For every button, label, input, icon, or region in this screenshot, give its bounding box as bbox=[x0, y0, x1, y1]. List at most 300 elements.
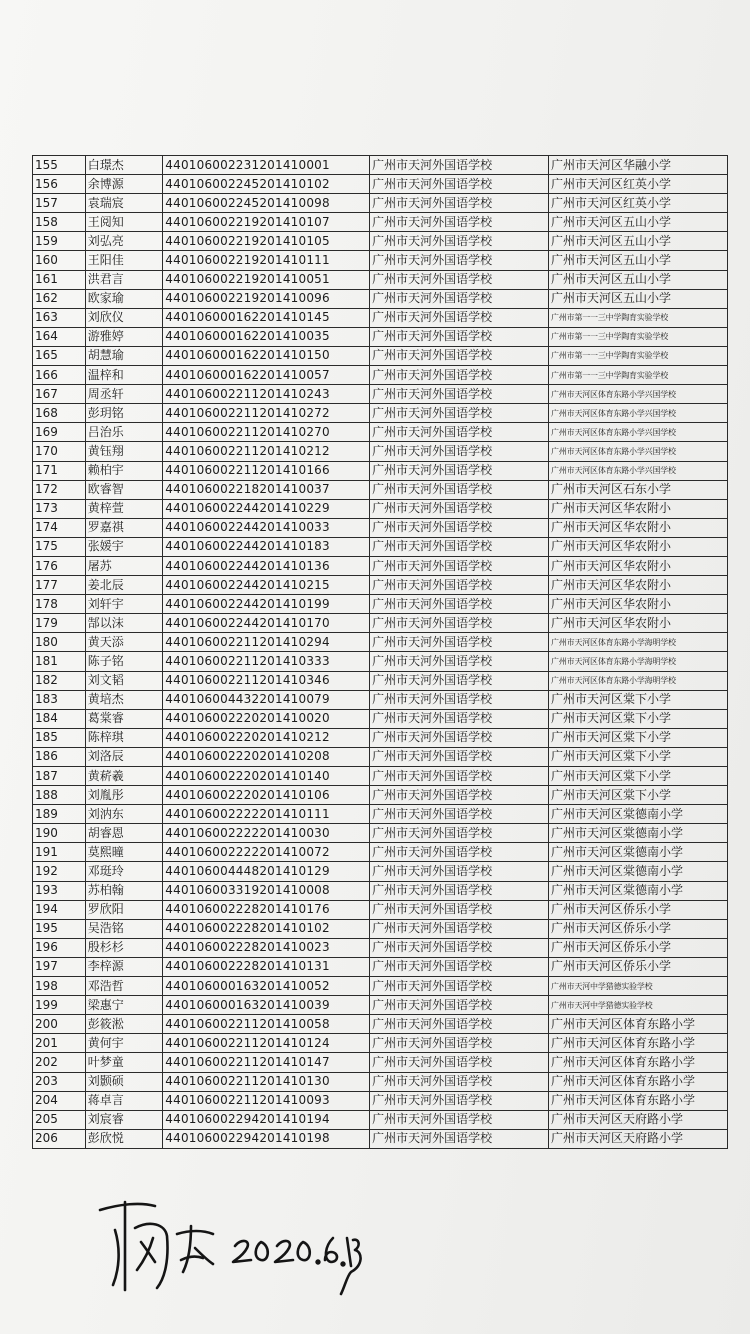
cell-primary: 广州市天河区体育东路小学兴国学校 bbox=[549, 404, 728, 423]
cell-school: 广州市天河外国语学校 bbox=[370, 270, 549, 289]
cell-name: 黄天添 bbox=[85, 633, 163, 652]
cell-primary: 广州市天河中学猎德实验学校 bbox=[549, 996, 728, 1015]
cell-no: 185 bbox=[33, 728, 86, 747]
table-row bbox=[33, 919, 728, 938]
table-row bbox=[33, 385, 728, 404]
cell-name: 刘汭东 bbox=[85, 805, 163, 824]
table-row bbox=[33, 977, 728, 996]
cell-school: 广州市天河外国语学校 bbox=[370, 232, 549, 251]
table-row bbox=[33, 213, 728, 232]
cell-school: 广州市天河外国语学校 bbox=[370, 595, 549, 614]
cell-primary: 广州市天河区体育东路小学海明学校 bbox=[549, 633, 728, 652]
cell-school: 广州市天河外国语学校 bbox=[370, 194, 549, 213]
table-row bbox=[33, 709, 728, 728]
cell-id: 440106000162201410145 bbox=[163, 308, 370, 327]
cell-no: 174 bbox=[33, 518, 86, 537]
cell-primary: 广州市天河区华农附小 bbox=[549, 576, 728, 595]
cell-no: 161 bbox=[33, 270, 86, 289]
cell-primary: 广州市天河区华农附小 bbox=[549, 556, 728, 575]
cell-primary: 广州市天河区体育东路小学海明学校 bbox=[549, 652, 728, 671]
table-row bbox=[33, 327, 728, 346]
cell-name: 刘欣仪 bbox=[85, 308, 163, 327]
cell-school: 广州市天河外国语学校 bbox=[370, 938, 549, 957]
cell-school: 广州市天河外国语学校 bbox=[370, 461, 549, 480]
cell-id: 440106002244201410183 bbox=[163, 537, 370, 556]
cell-id: 440106002211201410243 bbox=[163, 385, 370, 404]
table-row bbox=[33, 537, 728, 556]
table-row bbox=[33, 747, 728, 766]
cell-primary: 广州市天河区石东小学 bbox=[549, 480, 728, 499]
cell-no: 199 bbox=[33, 996, 86, 1015]
cell-id: 440106002228201410102 bbox=[163, 919, 370, 938]
cell-primary: 广州市天河区体育东路小学兴国学校 bbox=[549, 423, 728, 442]
cell-no: 180 bbox=[33, 633, 86, 652]
table-row bbox=[33, 175, 728, 194]
cell-primary: 广州市天河区华农附小 bbox=[549, 518, 728, 537]
cell-name: 周丞轩 bbox=[85, 385, 163, 404]
table-row bbox=[33, 824, 728, 843]
cell-school: 广州市天河外国语学校 bbox=[370, 1053, 549, 1072]
cell-no: 166 bbox=[33, 366, 86, 385]
cell-name: 陈梓琪 bbox=[85, 728, 163, 747]
cell-id: 440106002211201410333 bbox=[163, 652, 370, 671]
cell-id: 440106003319201410008 bbox=[163, 881, 370, 900]
cell-name: 罗嘉祺 bbox=[85, 518, 163, 537]
cell-name: 彭筱淞 bbox=[85, 1015, 163, 1034]
cell-primary: 广州市天河区侨乐小学 bbox=[549, 938, 728, 957]
cell-no: 181 bbox=[33, 652, 86, 671]
cell-school: 广州市天河外国语学校 bbox=[370, 824, 549, 843]
table-row bbox=[33, 404, 728, 423]
cell-school: 广州市天河外国语学校 bbox=[370, 499, 549, 518]
table-row bbox=[33, 480, 728, 499]
cell-no: 169 bbox=[33, 423, 86, 442]
cell-id: 440106002211201410093 bbox=[163, 1091, 370, 1110]
cell-school: 广州市天河外国语学校 bbox=[370, 289, 549, 308]
cell-school: 广州市天河外国语学校 bbox=[370, 213, 549, 232]
cell-name: 刘弘亮 bbox=[85, 232, 163, 251]
cell-primary: 广州市天河中学猎德实验学校 bbox=[549, 977, 728, 996]
table-row bbox=[33, 786, 728, 805]
table-row bbox=[33, 308, 728, 327]
cell-school: 广州市天河外国语学校 bbox=[370, 156, 549, 175]
cell-id: 440106002228201410131 bbox=[163, 957, 370, 976]
table-row bbox=[33, 518, 728, 537]
cell-school: 广州市天河外国语学校 bbox=[370, 366, 549, 385]
cell-school: 广州市天河外国语学校 bbox=[370, 671, 549, 690]
cell-primary: 广州市天河区棠下小学 bbox=[549, 690, 728, 709]
cell-name: 王阳佳 bbox=[85, 251, 163, 270]
table-row bbox=[33, 576, 728, 595]
cell-school: 广州市天河外国语学校 bbox=[370, 308, 549, 327]
cell-no: 196 bbox=[33, 938, 86, 957]
cell-no: 193 bbox=[33, 881, 86, 900]
cell-school: 广州市天河外国语学校 bbox=[370, 881, 549, 900]
cell-no: 206 bbox=[33, 1129, 86, 1148]
cell-no: 171 bbox=[33, 461, 86, 480]
cell-id: 440106002219201410105 bbox=[163, 232, 370, 251]
cell-id: 440106000163201410039 bbox=[163, 996, 370, 1015]
cell-school: 广州市天河外国语学校 bbox=[370, 977, 549, 996]
cell-name: 袁瑞宸 bbox=[85, 194, 163, 213]
cell-id: 440106002231201410001 bbox=[163, 156, 370, 175]
table-row bbox=[33, 156, 728, 175]
cell-id: 440106002244201410199 bbox=[163, 595, 370, 614]
cell-no: 175 bbox=[33, 537, 86, 556]
table-row bbox=[33, 614, 728, 633]
table-row bbox=[33, 900, 728, 919]
cell-primary: 广州市第一一三中学陶育实验学校 bbox=[549, 308, 728, 327]
cell-school: 广州市天河外国语学校 bbox=[370, 652, 549, 671]
cell-school: 广州市天河外国语学校 bbox=[370, 709, 549, 728]
table-row bbox=[33, 251, 728, 270]
cell-id: 440106002211201410212 bbox=[163, 442, 370, 461]
cell-school: 广州市天河外国语学校 bbox=[370, 900, 549, 919]
cell-id: 440106002211201410147 bbox=[163, 1053, 370, 1072]
cell-id: 440106002228201410023 bbox=[163, 938, 370, 957]
cell-primary: 广州市天河区五山小学 bbox=[549, 232, 728, 251]
table-row bbox=[33, 996, 728, 1015]
cell-id: 440106002220201410140 bbox=[163, 767, 370, 786]
cell-primary: 广州市天河区红英小学 bbox=[549, 175, 728, 194]
cell-primary: 广州市天河区体育东路小学兴国学校 bbox=[549, 385, 728, 404]
cell-name: 吕治乐 bbox=[85, 423, 163, 442]
cell-id: 440106002211201410294 bbox=[163, 633, 370, 652]
cell-id: 440106002219201410096 bbox=[163, 289, 370, 308]
cell-no: 172 bbox=[33, 480, 86, 499]
cell-name: 邓珽玲 bbox=[85, 862, 163, 881]
cell-primary: 广州市天河区华融小学 bbox=[549, 156, 728, 175]
cell-no: 173 bbox=[33, 499, 86, 518]
cell-name: 温梓和 bbox=[85, 366, 163, 385]
cell-school: 广州市天河外国语学校 bbox=[370, 1110, 549, 1129]
cell-name: 胡睿恩 bbox=[85, 824, 163, 843]
cell-id: 440106002245201410102 bbox=[163, 175, 370, 194]
table-row bbox=[33, 270, 728, 289]
cell-id: 440106002211201410272 bbox=[163, 404, 370, 423]
cell-no: 182 bbox=[33, 671, 86, 690]
cell-no: 179 bbox=[33, 614, 86, 633]
cell-name: 欧家瑜 bbox=[85, 289, 163, 308]
cell-name: 黄菥羲 bbox=[85, 767, 163, 786]
cell-name: 郜以沫 bbox=[85, 614, 163, 633]
cell-primary: 广州市天河区棠下小学 bbox=[549, 747, 728, 766]
cell-name: 殷杉杉 bbox=[85, 938, 163, 957]
table-row bbox=[33, 805, 728, 824]
cell-name: 姜北辰 bbox=[85, 576, 163, 595]
cell-primary: 广州市天河区体育东路小学 bbox=[549, 1091, 728, 1110]
cell-primary: 广州市天河区红英小学 bbox=[549, 194, 728, 213]
cell-id: 440106002211201410270 bbox=[163, 423, 370, 442]
cell-name: 彭欣悦 bbox=[85, 1129, 163, 1148]
cell-name: 王阅知 bbox=[85, 213, 163, 232]
cell-name: 黄何宇 bbox=[85, 1034, 163, 1053]
cell-primary: 广州市天河区棠德南小学 bbox=[549, 881, 728, 900]
table-row bbox=[33, 690, 728, 709]
table-row bbox=[33, 595, 728, 614]
roster-body bbox=[33, 156, 728, 1149]
cell-primary: 广州市天河区体育东路小学兴国学校 bbox=[549, 461, 728, 480]
cell-name: 屠苏 bbox=[85, 556, 163, 575]
cell-primary: 广州市天河区棠下小学 bbox=[549, 728, 728, 747]
cell-name: 李梓源 bbox=[85, 957, 163, 976]
cell-name: 苏柏翰 bbox=[85, 881, 163, 900]
cell-no: 197 bbox=[33, 957, 86, 976]
cell-name: 黄培杰 bbox=[85, 690, 163, 709]
cell-no: 198 bbox=[33, 977, 86, 996]
cell-no: 155 bbox=[33, 156, 86, 175]
cell-school: 广州市天河外国语学校 bbox=[370, 518, 549, 537]
table-row bbox=[33, 957, 728, 976]
cell-school: 广州市天河外国语学校 bbox=[370, 1034, 549, 1053]
cell-primary: 广州市天河区棠德南小学 bbox=[549, 862, 728, 881]
cell-primary: 广州市天河区华农附小 bbox=[549, 614, 728, 633]
cell-primary: 广州市天河区体育东路小学 bbox=[549, 1015, 728, 1034]
cell-no: 189 bbox=[33, 805, 86, 824]
cell-school: 广州市天河外国语学校 bbox=[370, 862, 549, 881]
cell-id: 440106000163201410052 bbox=[163, 977, 370, 996]
cell-school: 广州市天河外国语学校 bbox=[370, 404, 549, 423]
cell-primary: 广州市天河区侨乐小学 bbox=[549, 919, 728, 938]
cell-primary: 广州市天河区体育东路小学海明学校 bbox=[549, 671, 728, 690]
table-row bbox=[33, 1110, 728, 1129]
cell-id: 440106002220201410106 bbox=[163, 786, 370, 805]
table-row bbox=[33, 423, 728, 442]
cell-id: 440106002294201410194 bbox=[163, 1110, 370, 1129]
cell-name: 张媛宇 bbox=[85, 537, 163, 556]
cell-school: 广州市天河外国语学校 bbox=[370, 423, 549, 442]
cell-id: 440106002245201410098 bbox=[163, 194, 370, 213]
cell-primary: 广州市天河区棠下小学 bbox=[549, 709, 728, 728]
cell-primary: 广州市天河区五山小学 bbox=[549, 213, 728, 232]
cell-id: 440106002211201410166 bbox=[163, 461, 370, 480]
table-row bbox=[33, 194, 728, 213]
cell-school: 广州市天河外国语学校 bbox=[370, 327, 549, 346]
cell-name: 黄梓萱 bbox=[85, 499, 163, 518]
table-row bbox=[33, 232, 728, 251]
cell-no: 187 bbox=[33, 767, 86, 786]
cell-no: 202 bbox=[33, 1053, 86, 1072]
cell-primary: 广州市天河区体育东路小学 bbox=[549, 1072, 728, 1091]
cell-school: 广州市天河外国语学校 bbox=[370, 633, 549, 652]
cell-name: 黄钰翔 bbox=[85, 442, 163, 461]
table-row bbox=[33, 1015, 728, 1034]
cell-school: 广州市天河外国语学校 bbox=[370, 576, 549, 595]
cell-name: 欧睿智 bbox=[85, 480, 163, 499]
cell-name: 赖柏宇 bbox=[85, 461, 163, 480]
cell-primary: 广州市天河区体育东路小学 bbox=[549, 1034, 728, 1053]
cell-school: 广州市天河外国语学校 bbox=[370, 1072, 549, 1091]
cell-primary: 广州市天河区华农附小 bbox=[549, 595, 728, 614]
cell-id: 440106002211201410130 bbox=[163, 1072, 370, 1091]
cell-id: 440106002219201410107 bbox=[163, 213, 370, 232]
cell-id: 440106002220201410020 bbox=[163, 709, 370, 728]
cell-no: 164 bbox=[33, 327, 86, 346]
cell-no: 159 bbox=[33, 232, 86, 251]
table-row bbox=[33, 881, 728, 900]
cell-id: 440106002218201410037 bbox=[163, 480, 370, 499]
table-row bbox=[33, 366, 728, 385]
cell-school: 广州市天河外国语学校 bbox=[370, 747, 549, 766]
table-row bbox=[33, 1072, 728, 1091]
cell-school: 广州市天河外国语学校 bbox=[370, 957, 549, 976]
table-row bbox=[33, 671, 728, 690]
table-row bbox=[33, 843, 728, 862]
cell-primary: 广州市天河区华农附小 bbox=[549, 537, 728, 556]
cell-no: 158 bbox=[33, 213, 86, 232]
cell-id: 440106002211201410346 bbox=[163, 671, 370, 690]
cell-id: 440106002222201410072 bbox=[163, 843, 370, 862]
cell-no: 184 bbox=[33, 709, 86, 728]
cell-id: 440106002244201410033 bbox=[163, 518, 370, 537]
cell-primary: 广州市天河区侨乐小学 bbox=[549, 900, 728, 919]
cell-school: 广州市天河外国语学校 bbox=[370, 537, 549, 556]
cell-no: 168 bbox=[33, 404, 86, 423]
cell-primary: 广州市天河区棠下小学 bbox=[549, 786, 728, 805]
cell-name: 邓浩哲 bbox=[85, 977, 163, 996]
cell-school: 广州市天河外国语学校 bbox=[370, 805, 549, 824]
cell-name: 余博源 bbox=[85, 175, 163, 194]
cell-name: 刘宸睿 bbox=[85, 1110, 163, 1129]
cell-name: 刘轩宇 bbox=[85, 595, 163, 614]
table-row bbox=[33, 499, 728, 518]
table-row bbox=[33, 767, 728, 786]
cell-school: 广州市天河外国语学校 bbox=[370, 614, 549, 633]
cell-primary: 广州市天河区天府路小学 bbox=[549, 1129, 728, 1148]
cell-name: 葛棠睿 bbox=[85, 709, 163, 728]
cell-school: 广州市天河外国语学校 bbox=[370, 996, 549, 1015]
cell-no: 177 bbox=[33, 576, 86, 595]
table-row bbox=[33, 1091, 728, 1110]
table-row bbox=[33, 289, 728, 308]
cell-primary: 广州市天河区体育东路小学 bbox=[549, 1053, 728, 1072]
cell-school: 广州市天河外国语学校 bbox=[370, 251, 549, 270]
cell-school: 广州市天河外国语学校 bbox=[370, 385, 549, 404]
table-row bbox=[33, 442, 728, 461]
table-row bbox=[33, 1034, 728, 1053]
table-row bbox=[33, 1129, 728, 1148]
cell-primary: 广州市天河区棠德南小学 bbox=[549, 824, 728, 843]
table-row bbox=[33, 728, 728, 747]
cell-school: 广州市天河外国语学校 bbox=[370, 1091, 549, 1110]
cell-name: 陈子铭 bbox=[85, 652, 163, 671]
cell-name: 梁惠宁 bbox=[85, 996, 163, 1015]
cell-no: 191 bbox=[33, 843, 86, 862]
cell-primary: 广州市天河区棠德南小学 bbox=[549, 843, 728, 862]
table-row bbox=[33, 346, 728, 365]
cell-no: 165 bbox=[33, 346, 86, 365]
cell-id: 440106002244201410136 bbox=[163, 556, 370, 575]
cell-id: 440106002219201410111 bbox=[163, 251, 370, 270]
cell-name: 莫熙曈 bbox=[85, 843, 163, 862]
cell-no: 201 bbox=[33, 1034, 86, 1053]
cell-name: 刘洛辰 bbox=[85, 747, 163, 766]
cell-primary: 广州市天河区五山小学 bbox=[549, 270, 728, 289]
cell-name: 胡慧瑜 bbox=[85, 346, 163, 365]
cell-primary: 广州市第一一三中学陶育实验学校 bbox=[549, 366, 728, 385]
cell-no: 162 bbox=[33, 289, 86, 308]
cell-name: 罗欣阳 bbox=[85, 900, 163, 919]
cell-primary: 广州市天河区棠下小学 bbox=[549, 767, 728, 786]
cell-school: 广州市天河外国语学校 bbox=[370, 843, 549, 862]
cell-name: 刘颢硕 bbox=[85, 1072, 163, 1091]
cell-name: 吴浩铭 bbox=[85, 919, 163, 938]
cell-no: 186 bbox=[33, 747, 86, 766]
cell-no: 167 bbox=[33, 385, 86, 404]
cell-school: 广州市天河外国语学校 bbox=[370, 767, 549, 786]
table-row bbox=[33, 652, 728, 671]
cell-primary: 广州市天河区侨乐小学 bbox=[549, 957, 728, 976]
cell-no: 176 bbox=[33, 556, 86, 575]
cell-name: 洪君言 bbox=[85, 270, 163, 289]
cell-name: 白璟杰 bbox=[85, 156, 163, 175]
table-row bbox=[33, 556, 728, 575]
cell-name: 刘胤彤 bbox=[85, 786, 163, 805]
cell-no: 190 bbox=[33, 824, 86, 843]
table-row bbox=[33, 461, 728, 480]
cell-no: 195 bbox=[33, 919, 86, 938]
cell-name: 彭玥铭 bbox=[85, 404, 163, 423]
cell-id: 440106002220201410208 bbox=[163, 747, 370, 766]
cell-no: 192 bbox=[33, 862, 86, 881]
cell-primary: 广州市天河区华农附小 bbox=[549, 499, 728, 518]
cell-no: 163 bbox=[33, 308, 86, 327]
cell-id: 440106002244201410229 bbox=[163, 499, 370, 518]
cell-primary: 广州市第一一三中学陶育实验学校 bbox=[549, 327, 728, 346]
cell-school: 广州市天河外国语学校 bbox=[370, 690, 549, 709]
cell-no: 205 bbox=[33, 1110, 86, 1129]
cell-no: 194 bbox=[33, 900, 86, 919]
cell-school: 广州市天河外国语学校 bbox=[370, 346, 549, 365]
cell-id: 440106002294201410198 bbox=[163, 1129, 370, 1148]
cell-no: 157 bbox=[33, 194, 86, 213]
table-row bbox=[33, 633, 728, 652]
cell-school: 广州市天河外国语学校 bbox=[370, 175, 549, 194]
student-roster-table bbox=[32, 155, 728, 1149]
cell-id: 440106002220201410212 bbox=[163, 728, 370, 747]
cell-id: 440106004448201410129 bbox=[163, 862, 370, 881]
cell-primary: 广州市第一一三中学陶育实验学校 bbox=[549, 346, 728, 365]
cell-school: 广州市天河外国语学校 bbox=[370, 728, 549, 747]
cell-primary: 广州市天河区棠德南小学 bbox=[549, 805, 728, 824]
cell-name: 蒋卓言 bbox=[85, 1091, 163, 1110]
cell-id: 440106002244201410170 bbox=[163, 614, 370, 633]
cell-id: 440106002211201410124 bbox=[163, 1034, 370, 1053]
cell-id: 440106002244201410215 bbox=[163, 576, 370, 595]
cell-id: 440106002228201410176 bbox=[163, 900, 370, 919]
cell-id: 440106004432201410079 bbox=[163, 690, 370, 709]
cell-school: 广州市天河外国语学校 bbox=[370, 442, 549, 461]
cell-no: 203 bbox=[33, 1072, 86, 1091]
cell-no: 178 bbox=[33, 595, 86, 614]
cell-primary: 广州市天河区五山小学 bbox=[549, 289, 728, 308]
cell-id: 440106000162201410150 bbox=[163, 346, 370, 365]
cell-no: 156 bbox=[33, 175, 86, 194]
cell-primary: 广州市天河区天府路小学 bbox=[549, 1110, 728, 1129]
cell-no: 204 bbox=[33, 1091, 86, 1110]
cell-primary: 广州市天河区五山小学 bbox=[549, 251, 728, 270]
cell-school: 广州市天河外国语学校 bbox=[370, 1129, 549, 1148]
cell-no: 188 bbox=[33, 786, 86, 805]
cell-id: 440106002219201410051 bbox=[163, 270, 370, 289]
cell-id: 440106000162201410057 bbox=[163, 366, 370, 385]
cell-name: 叶梦童 bbox=[85, 1053, 163, 1072]
cell-id: 440106000162201410035 bbox=[163, 327, 370, 346]
cell-no: 200 bbox=[33, 1015, 86, 1034]
cell-name: 游雅婷 bbox=[85, 327, 163, 346]
cell-no: 170 bbox=[33, 442, 86, 461]
cell-name: 刘文韬 bbox=[85, 671, 163, 690]
